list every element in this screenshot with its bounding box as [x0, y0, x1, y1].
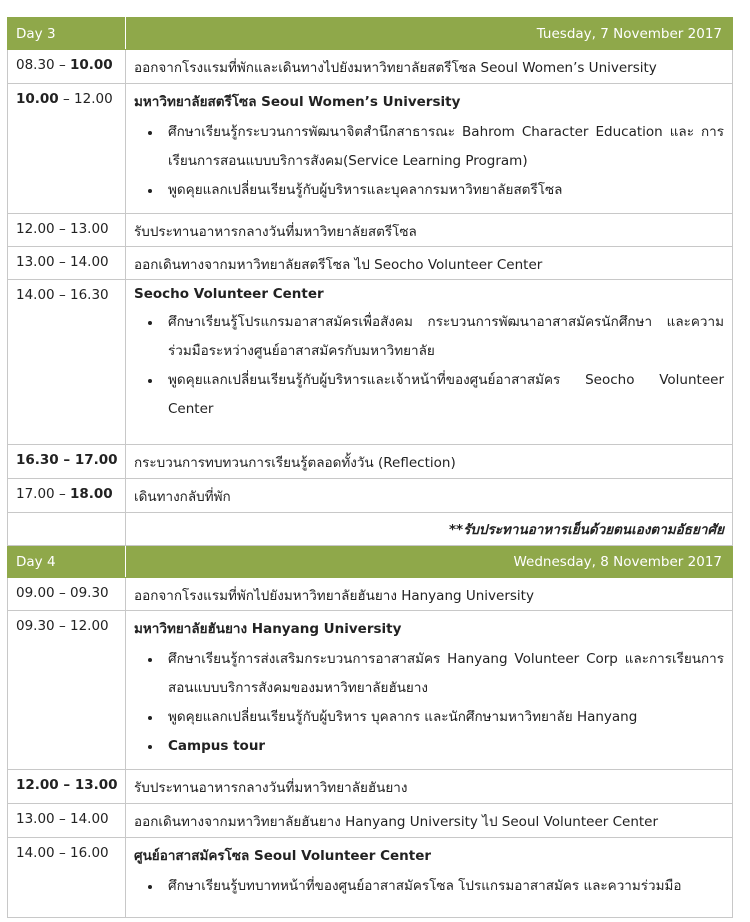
- schedule-row: [8, 770, 733, 804]
- list-item: • พูดคุยแลกเปลี่ยนเรียนรู้กับผู้บริหารและบุคลากรมหาวิทยาลัยสตรีโซล: [162, 176, 724, 205]
- schedule-row: [8, 804, 733, 838]
- schedule-row: [8, 214, 733, 247]
- activity-title: มหาวิทยาลัยฮันยาง Hanyang University: [134, 621, 402, 637]
- bullet-list: [134, 308, 724, 424]
- schedule: [7, 17, 732, 918]
- activity-title: รับประทานอาหารกลางวันที่มหาวิทยาลัยสตรีโซล: [126, 214, 733, 247]
- activity-cell: [126, 838, 733, 918]
- schedule-row: [8, 611, 733, 770]
- time-cell: 09.00 – 09.30: [8, 578, 126, 611]
- activity-title: ออกจากโรงแรมที่พักและเดินทางไปยังมหาวิทยาลัยสตรีโซล Seoul Women’s University: [126, 50, 733, 84]
- schedule-row: [8, 280, 733, 445]
- time-cell: 16.30 – 17.00: [8, 445, 126, 479]
- time-cell: 14.00 – 16.30: [8, 280, 126, 445]
- time-cell: 14.00 – 16.00: [8, 838, 126, 918]
- time-cell: 08.30 – 10.00: [8, 50, 126, 84]
- time-cell: 12.00 – 13.00: [8, 770, 126, 804]
- note-row: [8, 513, 733, 546]
- list-item: • ศึกษาเรียนรู้กระบวนการพัฒนาจิตสำนึกสาธารณะ Bahrom Character Education และ การเรียนการสอนแบบบริการสังคม(Service Learning Program): [162, 118, 724, 176]
- activity-title: ศูนย์อาสาสมัครโซล Seoul Volunteer Center: [134, 848, 432, 864]
- time-cell: 10.00 – 12.00: [8, 84, 126, 214]
- schedule-row: [8, 247, 733, 280]
- day-header: [8, 546, 733, 578]
- list-item: • ศึกษาเรียนรู้บทบาทหน้าที่ของศูนย์อาสาสมัครโซล โปรแกรมอาสาสมัคร และความร่วมมือ: [162, 872, 724, 901]
- bullet-list: [134, 645, 724, 761]
- activity-title: มหาวิทยาลัยสตรีโซล Seoul Women’s University: [134, 94, 461, 110]
- schedule-row: [8, 445, 733, 479]
- bullet-list: [134, 872, 724, 901]
- time-cell: 17.00 – 18.00: [8, 479, 126, 513]
- list-item: • ศึกษาเรียนรู้โปรแกรมอาสาสมัครเพื่อสังคม กระบวนการพัฒนาอาสาสมัครนักศึกษา และความร่วมมือระหว่างศูนย์อาสาสมัครกับมหาวิทยาลัย: [162, 308, 724, 366]
- list-item: • พูดคุยแลกเปลี่ยนเรียนรู้กับผู้บริหาร บุคลากร และนักศึกษามหาวิทยาลัย Hanyang: [162, 703, 724, 732]
- activity-cell: [126, 280, 733, 445]
- schedule-row: [8, 84, 733, 214]
- schedule-row: [8, 479, 733, 513]
- time-cell: 13.00 – 14.00: [8, 247, 126, 280]
- empty-cell: [8, 513, 126, 546]
- list-item: • Campus tour: [162, 732, 724, 761]
- activity-title: ออกเดินทางจากมหาวิทยาลัยฮันยาง Hanyang University ไป Seoul Volunteer Center: [126, 804, 733, 838]
- list-item: • พูดคุยแลกเปลี่ยนเรียนรู้กับผู้บริหารและเจ้าหน้าที่ของศูนย์อาสาสมัคร Seocho Volunteer Center: [162, 366, 724, 424]
- day-date: Wednesday, 8 November 2017: [126, 546, 733, 578]
- activity-title: Seocho Volunteer Center: [134, 286, 324, 302]
- bullet-list: [134, 118, 724, 205]
- day-date: Tuesday, 7 November 2017: [126, 18, 733, 50]
- schedule-row: [8, 578, 733, 611]
- day-header: [8, 18, 733, 50]
- time-cell: 09.30 – 12.00: [8, 611, 126, 770]
- day-label: Day 3: [8, 18, 126, 50]
- time-cell: 12.00 – 13.00: [8, 214, 126, 247]
- itinerary-table: [7, 17, 733, 918]
- activity-title: ออกจากโรงแรมที่พักไปยังมหาวิทยาลัยฮันยาง Hanyang University: [126, 578, 733, 611]
- activity-cell: [126, 611, 733, 770]
- activity-cell: [126, 84, 733, 214]
- day-label: Day 4: [8, 546, 126, 578]
- schedule-row: [8, 50, 733, 84]
- schedule-row: [8, 838, 733, 918]
- activity-title: กระบวนการทบทวนการเรียนรู้ตลอดทั้งวัน (Reflection): [126, 445, 733, 479]
- dinner-note: **รับประทานอาหารเย็นด้วยตนเองตามอัธยาศัย: [126, 513, 733, 546]
- list-item: • ศึกษาเรียนรู้การส่งเสริมกระบวนการอาสาสมัคร Hanyang Volunteer Corp และการเรียนการสอนแบบบริการสังคมของมหาวิทยาลัยฮันยาง: [162, 645, 724, 703]
- activity-title: รับประทานอาหารกลางวันที่มหาวิทยาลัยฮันยาง: [126, 770, 733, 804]
- activity-title: เดินทางกลับที่พัก: [126, 479, 733, 513]
- activity-title: ออกเดินทางจากมหาวิทยาลัยสตรีโซล ไป Seocho Volunteer Center: [126, 247, 733, 280]
- time-cell: 13.00 – 14.00: [8, 804, 126, 838]
